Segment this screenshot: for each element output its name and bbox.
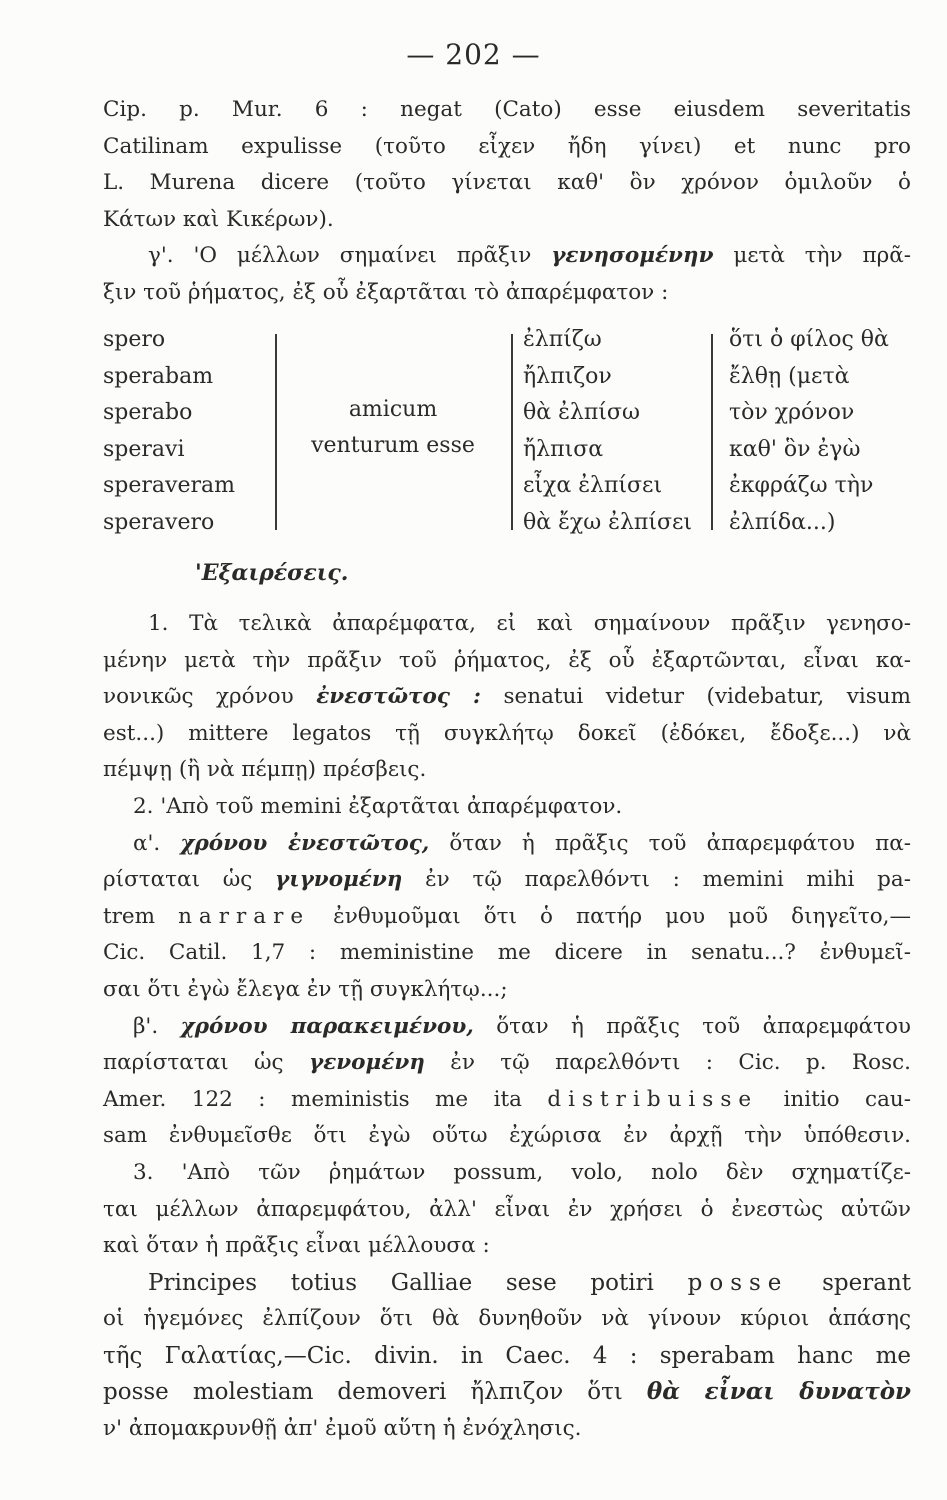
latin-verb: speravi (103, 436, 185, 462)
text-run: μετὰ τὴν πρᾶ- (733, 243, 912, 269)
gamma-marker: γ'. (148, 243, 174, 269)
text-run: initio cau- (783, 1086, 912, 1112)
text-line: L. Murena dicere (τοῦτο γίνεται καθ' ὃν χρόνον ὁμιλοῦν ὁ (103, 170, 911, 196)
intro-paragraph (103, 92, 911, 312)
text-line: σαι ὅτι ἐγὼ ἔλεγα ἐν τῇ συγκλήτῳ...; (103, 976, 508, 1002)
latin-verb: spero (103, 327, 166, 352)
bold-term: ἐνεστῶτος : (316, 684, 481, 710)
text-line: Κάτων καὶ Κικέρων). (103, 206, 334, 232)
text-run: posse molestiam demoveri ἤλπιζον ὅτι (103, 1379, 623, 1406)
greek-verb: θὰ ἐλπίσω (523, 400, 640, 426)
greek-verb: θὰ ἔχω ἐλπίσει (523, 509, 693, 535)
beta-marker: β'. (133, 1013, 159, 1039)
text-run: ἐν τῷ παρελθόντι : memini mihi pa- (425, 867, 911, 893)
text-run: sperant (822, 1269, 912, 1296)
text-line: ν' ἀπομακρυνθῇ ἀπ' ἐμοῦ αὕτη ἡ ἐνόχλησις. (103, 1416, 582, 1442)
bold-term: χρόνου ἐνεστῶτος, (180, 830, 430, 856)
text-line: καὶ ὅταν ἡ πρᾶξις εἶναι μέλλουσα : (103, 1233, 490, 1259)
text-run: ἐνθυμοῦμαι ὅτι ὁ πατήρ μου μοῦ διηγεῖτο,— (333, 903, 911, 929)
text-line (103, 679, 911, 716)
text-run: ὅταν ἡ πρᾶξις τοῦ ἀπαρεμφάτου (496, 1013, 911, 1039)
middle-bracket (511, 334, 513, 530)
text-line: τῆς Γαλατίας,—Cic. divin. in Caec. 4 : sperabam hanc me (103, 1342, 911, 1369)
infinitive-verb: venturum esse (311, 433, 475, 458)
greek-translation-column (729, 322, 929, 542)
text-line (103, 1374, 911, 1411)
text-run: Principes totius Galliae sese potiri (148, 1269, 654, 1296)
latin-verb: speraveram (103, 473, 235, 499)
bold-term: χρόνου παρακειμένου, (180, 1013, 474, 1039)
text-line: ται μέλλων ἀπαρεμφάτου, ἀλλ' εἶναι ἐν χρήσει ὁ ἐνεστὼς αὐτῶν (103, 1196, 911, 1222)
infinitive-object: amicum (348, 397, 438, 422)
translation-line: ἔλθῃ (μετὰ (729, 363, 850, 389)
text-line: 1. Τὰ τελικὰ ἀπαρέμφατα, εἰ καὶ σημαίνουν πρᾶξιν γενησο- (148, 611, 911, 636)
bold-term: γενησομένην (551, 243, 714, 269)
text-run: ἐν τῷ παρελθόντι : Cic. p. Rosc. (450, 1050, 912, 1076)
text-line: 3. 'Απὸ τῶν ῥημάτων possum, volo, nolo δὲν σχηματίζε- (133, 1159, 911, 1185)
text-run: 'Ο μέλλων σημαίνει πρᾶξιν (193, 243, 532, 269)
translation-line: ὅτι ὁ φίλος θὰ (729, 327, 889, 352)
text-run: Amer. 122 : meministis me ita (103, 1086, 522, 1112)
text-line: Cip. p. Mur. 6 : negat (Cato) esse eiusdem severitatis (103, 97, 911, 122)
greek-verb: εἶχα ἐλπίσει (523, 473, 663, 499)
bold-term: θὰ εἶναι δυνατὸν (646, 1378, 912, 1406)
text-line (103, 1265, 911, 1302)
right-bracket (703, 334, 713, 530)
text-line (103, 1082, 911, 1119)
bold-term: γενομένη (309, 1050, 425, 1076)
greek-verb: ἐλπίζω (523, 327, 602, 352)
text-run: ὅταν ἡ πρᾶξις τοῦ ἀπαρεμφάτου πα- (449, 830, 911, 856)
text-line: 2. 'Απὸ τοῦ memini ἐξαρτᾶται ἀπαρέμφατον. (133, 793, 623, 819)
greek-verb: ἤλπισα (523, 436, 604, 462)
translation-line: καθ' ὃν ἐγὼ (729, 436, 861, 462)
spaced-term: distribuisse (547, 1086, 759, 1112)
text-run: ρίσταται ὡς (103, 867, 253, 893)
bold-term: γιγνομένη (275, 867, 403, 893)
text-line: οἱ ἡγεμόνες ἐλπίζουν ὅτι θὰ δυνηθοῦν νὰ γίνουν κύριοι ἁπάσης (103, 1306, 911, 1332)
text-line: ξιν τοῦ ῥήματος, ἐξ οὗ ἐξαρτᾶται τὸ ἀπαρέμφατον : (103, 279, 669, 305)
page-number: — 202 — (406, 38, 541, 71)
text-line (103, 862, 911, 899)
greek-verb-column (523, 322, 723, 542)
greek-verb: ἤλπιζον (523, 363, 612, 389)
exceptions-heading: 'Εξαιρέσεις. (195, 560, 349, 586)
text-run: νονικῶς χρόνου (103, 684, 294, 710)
text-line: πέμψῃ (ἢ νὰ πέμπῃ) πρέσβεις. (103, 757, 427, 783)
text-run: senatui videtur (videbatur, visum (503, 684, 911, 710)
exceptions-body (103, 606, 911, 1448)
gamma-line (103, 238, 911, 275)
spaced-term: posse (687, 1269, 789, 1296)
translation-line: τὸν χρόνον (729, 400, 855, 426)
left-bracket (275, 334, 277, 530)
alpha-marker: α'. (133, 830, 161, 856)
latin-verb-column (103, 322, 273, 542)
latin-verb: sperabam (103, 363, 214, 389)
text-line: sam ἐνθυμεῖσθε ὅτι ἐγὼ οὕτω ἐχώρισα ἐν ἀρχῇ τὴν ὑπόθεσιν. (103, 1123, 911, 1149)
spaced-term: narrare (178, 903, 311, 929)
conjugation-table (103, 322, 933, 542)
text-line (103, 1045, 911, 1082)
text-line (103, 899, 911, 936)
latin-verb: sperabo (103, 400, 193, 426)
text-run: παρίσταται ὡς (103, 1050, 284, 1076)
translation-line: ἐλπίδα...) (729, 509, 836, 535)
text-line (103, 826, 911, 863)
text-line (103, 1009, 911, 1046)
translation-line: ἐκφράζω τὴν (729, 473, 874, 499)
text-line: μένην μετὰ τὴν πρᾶξιν τοῦ ῥήματος, ἐξ οὗ ἐξαρτῶνται, εἶναι κα- (103, 647, 911, 673)
text-line: Catilinam expulisse (τοῦτο εἶχεν ἤδη γίνει) et nunc pro (103, 133, 911, 159)
latin-verb: speravero (103, 509, 215, 535)
text-line: est...) mittere legatos τῇ συγκλήτῳ δοκεῖ (ἐδόκει, ἔδοξε...) νὰ (103, 720, 911, 746)
text-run: trem (103, 903, 156, 929)
text-line: Cic. Catil. 1,7 : meministine me dicere in senatu...? ἐνθυμεῖ- (103, 940, 911, 966)
